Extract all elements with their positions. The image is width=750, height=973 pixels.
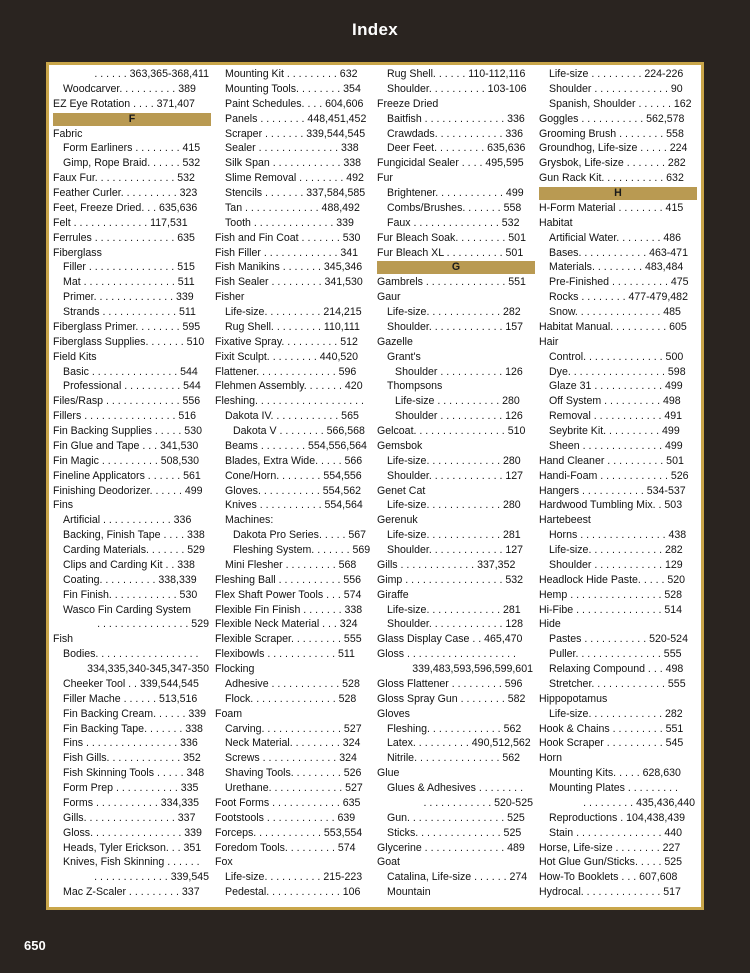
index-entry: Dakota IV. . . . . . . . . . . . 565 [225,410,359,423]
index-entry: Faux Fur. . . . . . . . . . . . . . 532 [53,172,195,185]
index-entry: Catalina, Life-size . . . . . . 274 [387,871,528,884]
index-panel [46,62,704,910]
index-entry: Crawdads. . . . . . . . . . . . 336 [387,127,524,140]
index-entry: Rug Shell. . . . . . . . . 110,111 [225,320,360,333]
index-entry: Knives, Fish Skinning . . . . . . [63,856,200,869]
index-entry: Panels . . . . . . . . 448,451,452 [225,112,367,125]
index-entry: Materials. . . . . . . . . 483,484 [549,261,684,274]
index-entry: Gemsbok [377,439,423,452]
index-entry: Gimp . . . . . . . . . . . . . . . . . 532 [377,573,524,586]
index-entry: Bases. . . . . . . . . . . . 463-471 [549,246,688,259]
index-entry: Control. . . . . . . . . . . . . . 500 [549,350,684,363]
index-entry: Fish Skinning Tools . . . . . 348 [63,767,205,780]
index-entry: Hippopotamus [539,692,608,705]
section-letter-header: G [377,261,535,274]
index-entry: Gloves [377,707,410,720]
index-entry: Footstools . . . . . . . . . . . . 639 [215,811,356,824]
index-entry: Mounting Tools. . . . . . . . 354 [225,82,361,95]
index-entry: Blades, Extra Wide. . . . . 566 [225,454,363,467]
page-number: 650 [24,938,46,953]
index-entry: Life-size. . . . . . . . . . . . . 282 [549,544,683,556]
index-entry: Strands . . . . . . . . . . . . . 511 [63,306,196,318]
index-entry: Hangers . . . . . . . . . . . 534-537 [539,484,686,497]
index-entry: Genet Cat [377,484,426,497]
index-entry: Gills . . . . . . . . . . . . . 337,352 [377,558,516,571]
index-entry: Shoulder . . . . . . . . . . . . . 90 [549,82,683,95]
index-entry: Hide [539,618,561,631]
index-column-1 [53,67,211,905]
index-entry: Handi-Foam . . . . . . . . . . . . 526 [539,469,689,482]
index-entry: Backing, Finish Tape . . . . 338 [63,529,205,542]
index-entry: Latex. . . . . . . . . . 490,512,562 [387,737,531,750]
index-entry: Shoulder . . . . . . . . . . . 126 [395,410,523,423]
index-entry: Ferrules . . . . . . . . . . . . . . 635 [53,231,195,244]
index-entry: Fur Bleach Soak. . . . . . . . . 501 [377,231,526,244]
index-entry: Sticks. . . . . . . . . . . . . . . 525 [387,826,522,839]
index-entry: Puller. . . . . . . . . . . . . . . 555 [549,648,682,661]
index-entry: Fin Backing Tape. . . . . . . 338 [63,722,203,735]
index-entry: . . . . . . . . . . . . 520-525 [423,796,533,809]
index-entry: Mounting Plates . . . . . . . . . [549,782,678,794]
index-entry: Silk Span . . . . . . . . . . . . 338 [225,157,362,170]
index-entry: Fish Manikins . . . . . . . 345,346 [215,261,363,274]
index-column-4 [539,67,697,905]
index-entry: Fish [53,633,74,646]
index-entry: Flexible Fin Finish . . . . . . . 338 [215,603,363,616]
index-entry: Pre-Finished . . . . . . . . . . 475 [549,276,689,289]
index-entry: Horn [539,752,562,765]
index-entry: Fish and Fin Coat . . . . . . . 530 [215,231,361,244]
index-entry: Hot Glue Gun/Sticks. . . . . 525 [539,856,683,869]
index-entry: EZ Eye Rotation . . . . 371,407 [53,97,195,110]
index-entry: Hook Scraper . . . . . . . . . . 545 [539,737,684,750]
index-entry: Rug Shell. . . . . . 110-112,116 [387,68,526,80]
index-entry: Fisher [215,291,245,304]
index-entry: Life-size. . . . . . . . . . . . . 280 [387,454,521,467]
index-entry: Cheeker Tool . . 339,544,545 [63,677,199,690]
index-entry: 334,335,340-345,347-350 [87,663,209,675]
index-entry: Glass Display Case . . 465,470 [377,633,523,646]
index-entry: Bodies. . . . . . . . . . . . . . . . . . [63,648,199,661]
index-entry: Gelcoat. . . . . . . . . . . . . . . . 510 [377,425,526,437]
index-entry: Fabric [53,127,83,140]
index-entry: Hand Cleaner . . . . . . . . . . 501 [539,454,684,467]
index-entry: Grooming Brush . . . . . . . . 558 [539,127,684,140]
index-entry: Habitat [539,216,573,229]
index-entry: Gloss. . . . . . . . . . . . . . . . 339 [63,826,202,839]
index-entry: Snow. . . . . . . . . . . . . . . 485 [549,306,681,318]
index-entry: Combs/Brushes. . . . . . . 558 [387,201,522,214]
index-entry: H-Form Material . . . . . . . . 415 [539,201,684,214]
index-entry: Mini Flesher . . . . . . . . . 568 [225,558,357,571]
index-entry: Hartebeest [539,514,591,527]
index-entry: Machines: [225,514,274,527]
index-entry: Fineline Applicators . . . . . . 561 [53,469,201,482]
index-entry: Filler Mache . . . . . . 513,516 [63,692,198,705]
index-entry: Gloss Flattener . . . . . . . . . 596 [377,677,523,690]
index-entry: Feet, Freeze Dried. . . 635,636 [53,201,198,214]
index-entry: Gerenuk [377,514,418,527]
index-entry: Fixative Spray. . . . . . . . . . 512 [215,335,358,348]
index-entry: Forceps. . . . . . . . . . . . 553,554 [215,826,363,839]
index-entry: Adhesive . . . . . . . . . . . . 528 [225,677,360,690]
index-entry: Fin Glue and Tape . . . 341,530 [53,439,199,452]
index-entry: Fins [53,499,74,512]
index-entry: Glue [377,767,400,780]
index-entry: Headlock Hide Paste. . . . . 520 [539,573,686,586]
index-entry: Fur Bleach XL . . . . . . . . . . 501 [377,246,524,259]
index-entry: Giraffe [377,588,409,601]
index-entry: Fins . . . . . . . . . . . . . . . . 336 [63,737,198,750]
index-entry: Fleshing System. . . . . . . 569 [233,544,371,556]
index-entry: Filler . . . . . . . . . . . . . . . 515 [63,261,195,274]
index-entry: Removal . . . . . . . . . . . . 491 [549,410,683,423]
index-entry: Shoulder . . . . . . . . . . . 126 [395,365,523,378]
index-entry: Fungicidal Sealer . . . . 495,595 [377,157,524,170]
index-entry: Fur [377,172,393,185]
index-entry: Paint Schedules. . . . 604,606 [225,97,364,110]
index-entry: Pastes . . . . . . . . . . . 520-524 [549,633,688,646]
index-entry: Life-size. . . . . . . . . . 214,215 [225,306,362,318]
index-column-2 [215,67,373,905]
page-title: Index [352,20,398,39]
index-entry: Habitat Manual. . . . . . . . . . 605 [539,320,687,333]
index-entry: Glycerine . . . . . . . . . . . . . . 489 [377,841,525,854]
index-entry: Dye. . . . . . . . . . . . . . . . . 598 [549,365,686,378]
index-entry: Shoulder. . . . . . . . . . . . . 128 [387,618,524,631]
index-entry: Flocking [215,663,255,675]
index-entry: Coating. . . . . . . . . . 338,339 [63,573,197,586]
index-entry: Grant's [387,350,421,363]
index-column-3 [377,67,535,905]
index-entry: Urethane. . . . . . . . . . . . . 527 [225,782,363,794]
index-entry: 339,483,593,596,599,601 [412,663,533,675]
index-entry: Clips and Carding Kit . . 338 [63,558,195,571]
index-entry: Fiberglass Primer. . . . . . . . 595 [53,320,201,333]
index-entry: Basic . . . . . . . . . . . . . . . 544 [63,365,198,378]
index-entry: Gimp, Rope Braid. . . . . . 532 [63,157,201,170]
index-entry: Hydrocal. . . . . . . . . . . . . . 517 [539,886,681,899]
index-entry: Gun Rack Kit. . . . . . . . . . . 632 [539,172,684,185]
index-entry: Feather Curler. . . . . . . . . . 323 [53,187,198,199]
index-entry: Gambrels . . . . . . . . . . . . . . 551 [377,276,526,289]
index-entry: Glues & Adhesives . . . . . . . . [387,782,524,794]
index-entry: Form Earliners . . . . . . . . 415 [63,142,201,155]
index-entry: Gun. . . . . . . . . . . . . . . . . 525 [387,811,525,824]
index-entry: Finishing Deodorizer. . . . . . 499 [53,484,203,497]
index-entry: Glaze 31 . . . . . . . . . . . . 499 [549,380,683,393]
index-entry: Spanish, Shoulder . . . . . . 162 [549,97,692,110]
index-entry: Life-size. . . . . . . . . . . . . 281 [387,529,521,542]
index-entry: Felt . . . . . . . . . . . . . 117,531 [53,216,188,229]
index-entry: Cone/Horn. . . . . . . . 554,556 [225,469,362,482]
index-entry: Foot Forms . . . . . . . . . . . . 635 [215,796,361,809]
index-entry: Primer. . . . . . . . . . . . . . 339 [63,291,194,304]
index-entry: Brightener. . . . . . . . . . . . 499 [387,187,524,199]
index-entry: Neck Material. . . . . . . . . 324 [225,737,361,750]
index-entry: Gloves. . . . . . . . . . . 554,562 [225,484,362,497]
index-entry: Fin Magic . . . . . . . . . . 508,530 [53,454,200,467]
index-entry: Fiberglass [53,246,102,259]
index-entry: Tooth . . . . . . . . . . . . . . 339 [225,216,354,229]
index-entry: Gaur [377,291,401,304]
index-entry: Life-size. . . . . . . . . . . . . 282 [549,707,683,720]
index-entry: Fillers . . . . . . . . . . . . . . . . 516 [53,410,197,423]
index-entry: Freeze Dried [377,97,439,110]
index-entry: Shaving Tools. . . . . . . . . 526 [225,767,362,780]
index-entry: Fish Gills. . . . . . . . . . . . . 352 [63,752,201,765]
index-entry: Fish Filler . . . . . . . . . . . . . 341 [215,246,359,259]
index-entry: Fiberglass Supplies. . . . . . . 510 [53,335,205,348]
index-entry: Shoulder. . . . . . . . . . . . . 157 [387,320,524,333]
index-entry: Life-size. . . . . . . . . . . . . 280 [387,499,521,512]
index-entry: . . . . . . . . . 435,436,440 [583,796,695,809]
index-entry: Woodcarver. . . . . . . . . . 389 [63,82,196,95]
index-entry: Gazelle [377,335,413,348]
index-entry: Flattener. . . . . . . . . . . . . . 596 [215,365,357,378]
index-entry: Shoulder. . . . . . . . . . 103-106 [387,82,527,95]
index-entry: . . . . . . . . . . . . . 339,545 [94,871,209,884]
index-entry: Pedestal. . . . . . . . . . . . . 106 [225,886,361,899]
index-entry: Life-size. . . . . . . . . . . . . 282 [387,306,521,318]
index-entry: . . . . . . . . . . . . . . . . 529 [97,618,209,631]
index-entry: Flexible Neck Material . . . 324 [215,618,358,631]
index-columns [53,67,697,905]
index-entry: Fleshing Ball . . . . . . . . . . . 556 [215,573,362,586]
index-entry: . . . . . . 363,365-368,411 [94,68,209,80]
index-entry: Flehmen Assembly. . . . . . . 420 [215,380,363,393]
index-entry: Off System . . . . . . . . . . 498 [549,395,681,408]
index-entry: Groundhog, Life-size . . . . . 224 [539,142,688,155]
index-entry: Shoulder. . . . . . . . . . . . . 127 [387,469,524,482]
index-entry: Screws . . . . . . . . . . . . . 324 [225,752,357,765]
index-entry: Wasco Fin Carding System [63,603,191,616]
index-entry: Knives . . . . . . . . . . . 554,564 [225,499,363,512]
index-entry: Fox [215,856,233,869]
index-entry: Mountain [387,886,431,899]
index-entry: Reproductions . 104,438,439 [549,811,686,824]
index-entry: Flex Shaft Power Tools . . . 574 [215,588,362,601]
index-entry: Horse, Life-size . . . . . . . . 227 [539,841,681,854]
index-entry: Stencils . . . . . . . 337,584,585 [225,187,366,199]
index-entry: Foam [215,707,243,720]
index-entry: Life-size . . . . . . . . . 224-226 [549,68,684,80]
index-entry: Slime Removal . . . . . . . . 492 [225,172,364,185]
index-entry: Mat . . . . . . . . . . . . . . . . 511 [63,276,195,289]
index-entry: How-To Booklets . . . 607,608 [539,871,678,884]
index-entry: Rocks . . . . . . . . 477-479,482 [549,291,688,304]
index-entry: Fin Backing Supplies . . . . . 530 [53,425,202,437]
index-entry: Fleshing. . . . . . . . . . . . . 562 [387,722,522,735]
index-entry: Form Prep . . . . . . . . . . . 335 [63,782,199,794]
index-entry: Fin Backing Cream. . . . . . 339 [63,707,207,720]
index-entry: Gloss Spray Gun . . . . . . . . 582 [377,692,526,705]
index-entry: Fixit Sculpt. . . . . . . . . 440,520 [215,350,359,363]
index-entry: Carving. . . . . . . . . . . . . . 527 [225,722,362,735]
index-entry: Life-size. . . . . . . . . . . . . 281 [387,603,521,616]
index-entry: Heads, Tyler Erickson. . . 351 [63,841,202,854]
index-entry: Forms . . . . . . . . . . . 334,335 [63,796,200,809]
index-entry: Hemp . . . . . . . . . . . . . . . . 528 [539,588,683,601]
index-entry: Dakota V . . . . . . . . 566,568 [233,425,365,437]
index-entry: Hi-Fibe . . . . . . . . . . . . . . . 514 [539,603,683,616]
index-entry: Artificial . . . . . . . . . . . . 336 [63,514,192,527]
index-entry: Hair [539,335,559,348]
index-entry: Nitrile. . . . . . . . . . . . . . . 562 [387,752,521,765]
index-entry: Foredom Tools. . . . . . . . . 574 [215,841,356,854]
index-entry: Flexibowls . . . . . . . . . . . . 511 [215,648,355,661]
index-entry: Stain . . . . . . . . . . . . . . . 440 [549,826,683,839]
index-entry: Life-size . . . . . . . . . . . 280 [395,395,520,408]
index-entry: Grysbok, Life-size . . . . . . . 282 [539,157,686,170]
index-entry: Scraper . . . . . . . 339,544,545 [225,127,366,140]
index-entry: Relaxing Compound . . . 498 [549,663,684,675]
index-entry: Goat [377,856,400,869]
index-entry: Mounting Kits. . . . . 628,630 [549,767,681,780]
index-entry: Stretcher. . . . . . . . . . . . . 555 [549,677,686,690]
index-entry: Baitfish . . . . . . . . . . . . . . 336 [387,112,525,125]
index-entry: Carding Materials. . . . . . . 529 [63,544,205,556]
index-entry: Goggles . . . . . . . . . . . 562,578 [539,112,685,125]
index-entry: Beams . . . . . . . . 554,556,564 [225,439,367,452]
index-entry: Shoulder. . . . . . . . . . . . . 127 [387,544,524,556]
index-entry: Life-size. . . . . . . . . . 215-223 [225,871,363,884]
index-entry: Field Kits [53,350,97,363]
index-entry: Gloss . . . . . . . . . . . . . . . . . . . [377,648,516,661]
index-entry: Fleshing. . . . . . . . . . . . . . . . . . . [215,395,364,408]
index-entry: Gills. . . . . . . . . . . . . . . . 337 [63,811,196,824]
index-entry: Tan . . . . . . . . . . . . . 488,492 [225,201,360,214]
index-entry: Hook & Chains . . . . . . . . . 551 [539,722,684,735]
index-entry: Artificial Water. . . . . . . . 486 [549,231,682,244]
index-entry: Faux . . . . . . . . . . . . . . . 532 [387,216,520,229]
index-entry: Fin Finish. . . . . . . . . . . . 530 [63,588,198,601]
index-entry: Horns . . . . . . . . . . . . . . . 438 [549,529,687,542]
index-entry: Files/Rasp . . . . . . . . . . . . . 556 [53,395,201,408]
index-entry: Deer Feet. . . . . . . . . 635,636 [387,142,526,155]
index-entry: Dakota Pro Series. . . . . 567 [233,529,367,542]
index-entry: Hardwood Tumbling Mix. . 503 [539,499,683,512]
index-entry: Fish Sealer . . . . . . . . . 341,530 [215,276,363,289]
index-entry: Thompsons [387,380,443,393]
section-letter-header: F [53,113,211,126]
index-entry: Flock. . . . . . . . . . . . . . . 528 [225,692,357,705]
index-entry: Professional . . . . . . . . . . 544 [63,380,201,393]
index-entry: Mac Z-Scaler . . . . . . . . . 337 [63,886,200,899]
index-entry: Sheen . . . . . . . . . . . . . . 499 [549,439,683,452]
index-entry: Seybrite Kit. . . . . . . . . . 499 [549,425,680,437]
index-entry: Flexible Scraper. . . . . . . . . 555 [215,633,362,646]
index-entry: Sealer . . . . . . . . . . . . . . 338 [225,142,359,155]
index-entry: Mounting Kit . . . . . . . . . 632 [225,68,358,80]
index-entry: Shoulder . . . . . . . . . . . . 129 [549,558,683,571]
section-letter-header: H [539,187,697,200]
